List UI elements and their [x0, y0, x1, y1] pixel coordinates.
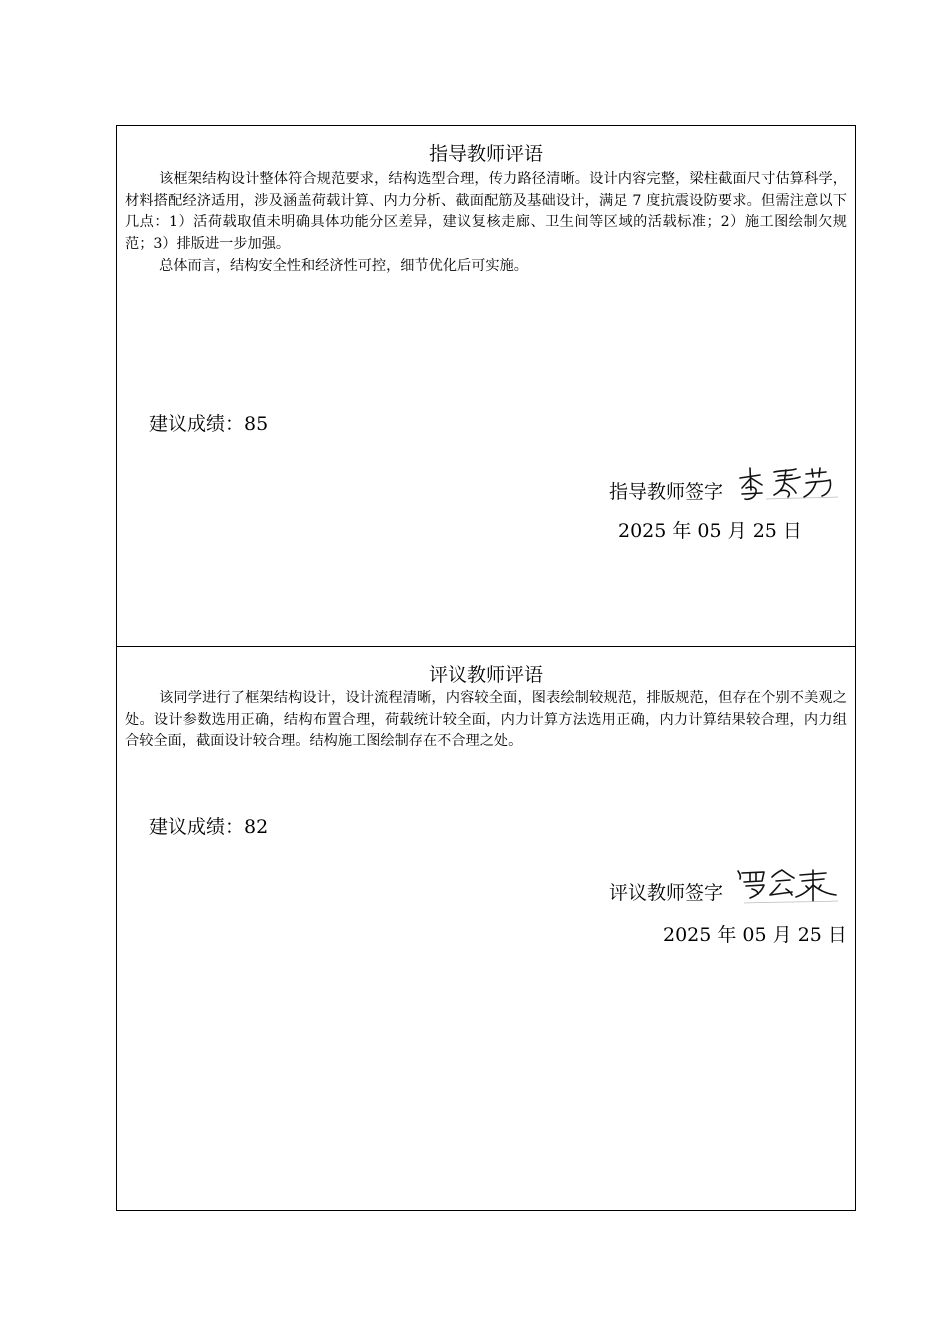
supervisor-date: 2025 年 05 月 25 日 — [618, 520, 802, 542]
evaluation-form — [116, 125, 856, 1211]
reviewer-comment-paragraph: 该同学进行了框架结构设计，设计流程清晰，内容较全面，图表绘制较规范，排版规范，但存在个别不美观之处。设计参数选用正确，结构布置合理，荷载统计较全面，内力计算方法选用正确，内力计算结果较合理，内力组合较全面，截面设计较合理。结构施工图绘制存在不合理之处。 — [125, 690, 847, 749]
reviewer-comment-section — [117, 647, 855, 1210]
supervisor-comment-summary: 总体而言，结构安全性和经济性可控，细节优化后可实施。 — [159, 258, 528, 274]
reviewer-signature-image — [736, 867, 840, 905]
reviewer-signature-label: 评议教师签字 — [609, 882, 724, 904]
supervisor-comment-paragraph: 该框架结构设计整体符合规范要求，结构选型合理，传力路径清晰。设计内容完整，梁柱截面尺寸估算科学，材料搭配经济适用，涉及涵盖荷载计算、内力分析、截面配筋及基础设计，满足 7 度抗震设防要求。但需注意以下几点：1）活荷载取值未明确具体功能分区差异，建议复核走廊、卫生间等区域的活载标准；2）施工图绘制欠规范；3）排版进一步加强。 — [125, 171, 847, 252]
supervisor-signature-image — [736, 464, 840, 504]
reviewer-suggested-grade: 建议成绩：82 — [149, 816, 269, 838]
supervisor-signature-label: 指导教师签字 — [609, 481, 724, 503]
supervisor-comment-section — [117, 126, 855, 647]
reviewer-comment-title: 评议教师评语 — [428, 664, 543, 686]
supervisor-comment-title: 指导教师评语 — [428, 143, 543, 165]
supervisor-suggested-grade: 建议成绩：85 — [149, 413, 269, 435]
reviewer-date: 2025 年 05 月 25 日 — [663, 924, 847, 946]
